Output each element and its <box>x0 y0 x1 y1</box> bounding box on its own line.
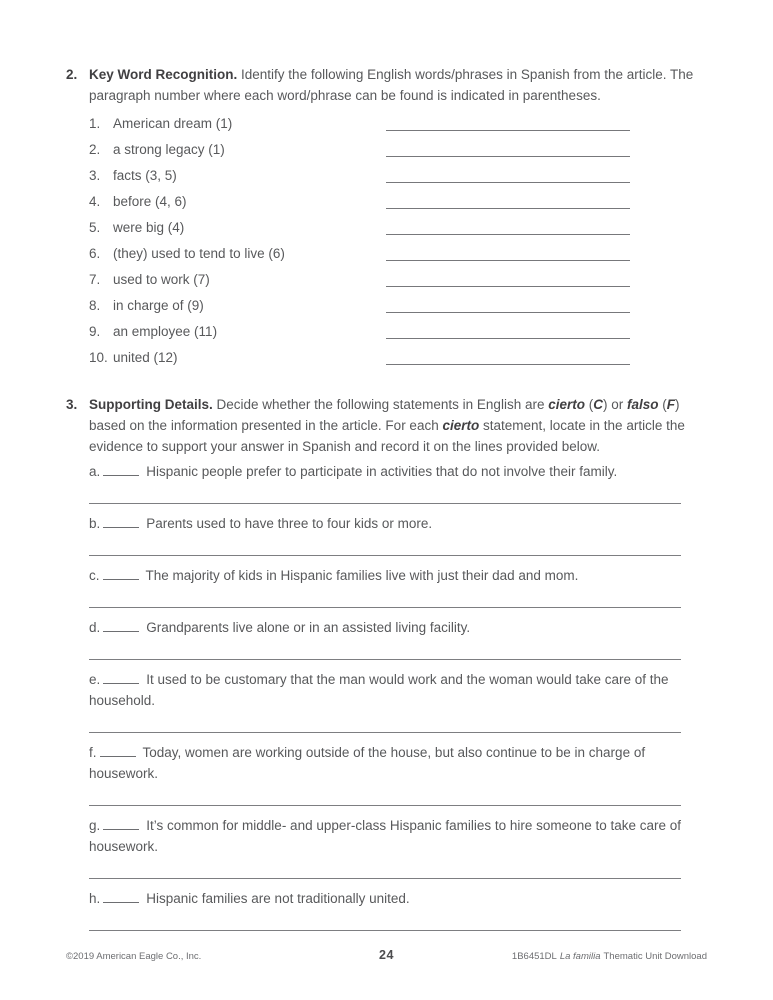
statement-block <box>89 742 709 806</box>
keyword-number: 6. <box>89 246 101 261</box>
keyword-answer-blank[interactable] <box>386 234 630 235</box>
statement-letter: h. <box>89 891 101 906</box>
statement-text: It used to be customary that the man would work and the woman would take care of the household. <box>89 672 669 708</box>
keyword-number: 10. <box>89 350 108 365</box>
statement-text: The majority of kids in Hispanic families live with just their dad and mom. <box>145 568 579 583</box>
keyword-item <box>89 345 709 371</box>
evidence-answer-line[interactable] <box>89 805 681 806</box>
keyword-answer-blank[interactable] <box>386 286 630 287</box>
copyright-text: ©2019 American Eagle Co., Inc. <box>66 951 202 962</box>
keyword-number: 5. <box>89 220 101 235</box>
section3-number: 3. <box>66 397 78 412</box>
product-title: La familia <box>559 951 601 962</box>
keyword-label: facts (3, 5) <box>113 168 177 183</box>
statement-text-line <box>89 565 704 586</box>
statement-block <box>89 669 709 733</box>
section2-instructions <box>89 64 707 106</box>
cierto-falso-answer-blank[interactable] <box>103 817 139 830</box>
keyword-list <box>89 111 709 371</box>
intro-segment: ) or <box>602 397 627 412</box>
product-code: 1B6451DL <box>511 951 557 962</box>
intro-segment: cierto <box>442 418 480 433</box>
keyword-answer-blank[interactable] <box>386 208 630 209</box>
keyword-item <box>89 163 709 189</box>
keyword-label: in charge of (9) <box>113 298 204 313</box>
statement-text-line <box>89 461 704 482</box>
statement-text-line <box>89 888 704 909</box>
keyword-item <box>89 267 709 293</box>
cierto-falso-answer-blank[interactable] <box>100 744 136 757</box>
keyword-item <box>89 319 709 345</box>
statement-text-line <box>89 669 704 711</box>
statement-letter: f. <box>89 745 97 760</box>
section2-intro-text: Identify the following English words/phrases in Spanish from the article. The paragraph number where each word/phrase can be found is indicated in parentheses. <box>89 67 694 103</box>
statement-letter: a. <box>89 464 101 479</box>
evidence-answer-line[interactable] <box>89 930 681 931</box>
cierto-falso-answer-blank[interactable] <box>103 515 139 528</box>
keyword-label: (they) used to tend to live (6) <box>113 246 285 261</box>
section3-header <box>66 394 707 457</box>
statement-text-line <box>89 513 704 534</box>
statement-block <box>89 815 709 879</box>
section2-number: 2. <box>66 67 78 82</box>
keyword-answer-blank[interactable] <box>386 156 630 157</box>
statement-letter: b. <box>89 516 101 531</box>
statement-block <box>89 461 709 504</box>
keyword-label: were big (4) <box>113 220 185 235</box>
statement-letter: g. <box>89 818 101 833</box>
intro-segment: ) based on the information presented in the article. For each <box>89 397 680 433</box>
statement-text-line <box>89 815 704 857</box>
keyword-item <box>89 189 709 215</box>
footer-product-info <box>394 951 707 962</box>
keyword-label: used to work (7) <box>113 272 210 287</box>
keyword-answer-blank[interactable] <box>386 312 630 313</box>
statement-text: Hispanic people prefer to participate in activities that do not involve their family. <box>146 464 618 479</box>
product-suffix: Thematic Unit Download <box>603 951 707 962</box>
keyword-number: 4. <box>89 194 101 209</box>
statement-block <box>89 617 709 660</box>
intro-segment: C <box>593 397 603 412</box>
keyword-number: 8. <box>89 298 101 313</box>
intro-segment: falso <box>627 397 659 412</box>
intro-segment: cierto <box>548 397 585 412</box>
keyword-label: a strong legacy (1) <box>113 142 225 157</box>
keyword-item <box>89 215 709 241</box>
keyword-answer-blank[interactable] <box>386 182 630 183</box>
statement-block <box>89 565 709 608</box>
statement-block <box>89 888 709 931</box>
statement-letter: e. <box>89 672 101 687</box>
cierto-falso-answer-blank[interactable] <box>103 463 139 476</box>
statement-text-line <box>89 617 704 638</box>
statement-list <box>89 461 709 931</box>
section3-title: Supporting Details. <box>89 397 213 412</box>
section2-title: Key Word Recognition. <box>89 67 238 82</box>
keyword-number: 1. <box>89 116 101 131</box>
keyword-item <box>89 137 709 163</box>
intro-segment: F <box>666 397 676 412</box>
evidence-answer-line[interactable] <box>89 555 681 556</box>
keyword-number: 2. <box>89 142 101 157</box>
statement-text: It’s common for middle- and upper-class Hispanic families to hire someone to take care of housework. <box>89 818 682 854</box>
page-number: 24 <box>379 948 394 962</box>
statement-text: Parents used to have three to four kids or more. <box>146 516 433 531</box>
evidence-answer-line[interactable] <box>89 607 681 608</box>
page-footer <box>66 948 707 962</box>
keyword-answer-blank[interactable] <box>386 130 630 131</box>
keyword-label: an employee (11) <box>113 324 218 339</box>
keyword-answer-blank[interactable] <box>386 260 630 261</box>
intro-segment: ( <box>584 397 594 412</box>
statement-letter: c. <box>89 568 100 583</box>
statement-text: Grandparents live alone or in an assisted living facility. <box>146 620 471 635</box>
intro-segment: Decide whether the following statements in English are <box>216 397 549 412</box>
section-supporting-details <box>66 394 707 931</box>
intro-segment: ( <box>658 397 667 412</box>
statement-text-line <box>89 742 704 784</box>
keyword-item <box>89 293 709 319</box>
statement-block <box>89 513 709 556</box>
evidence-answer-line[interactable] <box>89 878 681 879</box>
keyword-number: 3. <box>89 168 101 183</box>
keyword-number: 9. <box>89 324 101 339</box>
keyword-item <box>89 111 709 137</box>
statement-letter: d. <box>89 620 101 635</box>
cierto-falso-answer-blank[interactable] <box>103 671 139 684</box>
cierto-falso-answer-blank[interactable] <box>103 619 139 632</box>
keyword-number: 7. <box>89 272 101 287</box>
section3-instructions <box>89 394 707 457</box>
section-key-word-recognition <box>66 64 707 371</box>
intro-segment: statement, locate in the article the evidence to support your answer in Spanish and record it on the lines provided below. <box>89 418 685 454</box>
keyword-label: American dream (1) <box>113 116 233 131</box>
keyword-answer-blank[interactable] <box>386 338 630 339</box>
statement-text: Hispanic families are not traditionally united. <box>146 891 410 906</box>
keyword-item <box>89 241 709 267</box>
statement-text: Today, women are working outside of the house, but also continue to be in charge of housework. <box>89 745 646 781</box>
cierto-falso-answer-blank[interactable] <box>103 890 139 903</box>
keyword-answer-blank[interactable] <box>386 364 630 365</box>
evidence-answer-line[interactable] <box>89 732 681 733</box>
evidence-answer-line[interactable] <box>89 503 681 504</box>
section2-header <box>66 64 707 106</box>
cierto-falso-answer-blank[interactable] <box>103 567 139 580</box>
evidence-answer-line[interactable] <box>89 659 681 660</box>
keyword-label: before (4, 6) <box>113 194 187 209</box>
keyword-label: united (12) <box>113 350 178 365</box>
